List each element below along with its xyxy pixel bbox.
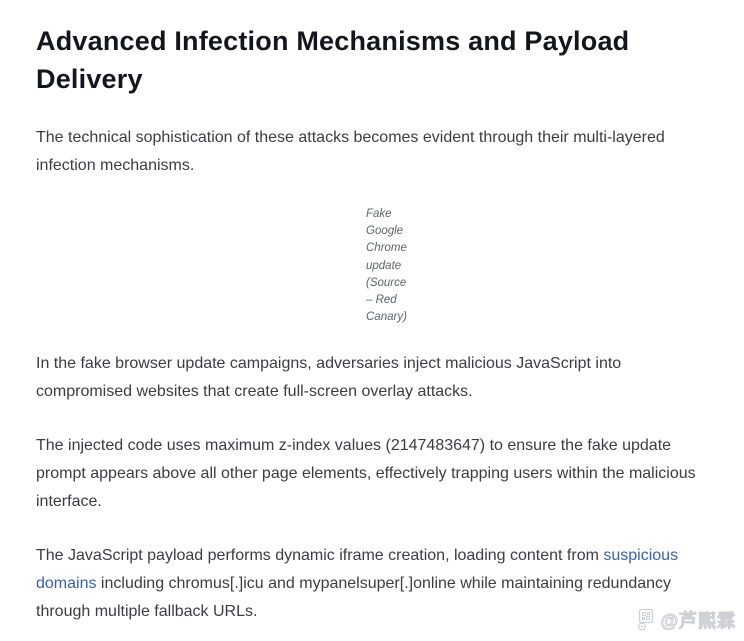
qr-logo-icon [636,608,656,632]
paragraph-intro: The technical sophistication of these attacks becomes evident through their multi-layered infection mechanisms. [36,129,665,174]
paragraph-payload-before-link: The JavaScript payload performs dynamic iframe creation, loading content from [36,547,604,565]
paragraph-payload [36,542,708,626]
image-alt-caption-line: – Red [366,294,397,307]
page-title: Advanced Infection Mechanisms and Payload Delivery [36,26,630,94]
image-alt-caption-line: Canary) [366,311,407,324]
paragraph-payload-after-link: including chromus[.]icu and mypanelsuper[.]online while maintaining redundancy through multiple fallback URLs. [36,575,672,621]
paragraph-fake-update: In the fake browser update campaigns, adversaries inject malicious JavaScript into compromised websites that create full-screen overlay attacks. [36,355,622,401]
image-alt-caption-line: (Source [366,276,407,289]
watermark [636,607,736,633]
image-alt-caption-line: Google [366,225,404,238]
image-alt-caption-line: Chrome [366,242,407,255]
broken-image-caption [366,206,426,326]
suspicious-domains-link[interactable]: suspicious domains [36,547,679,593]
paragraph-zindex: The injected code uses maximum z-index values (2147483647) to ensure the fake update prompt appears above all other page elements, effectively trapping users within the malicious interface. [36,437,696,511]
image-alt-caption-line: Fake [366,208,392,220]
image-alt-caption-line: update [366,259,402,272]
watermark-handle: @芦熙霖 [660,611,736,631]
